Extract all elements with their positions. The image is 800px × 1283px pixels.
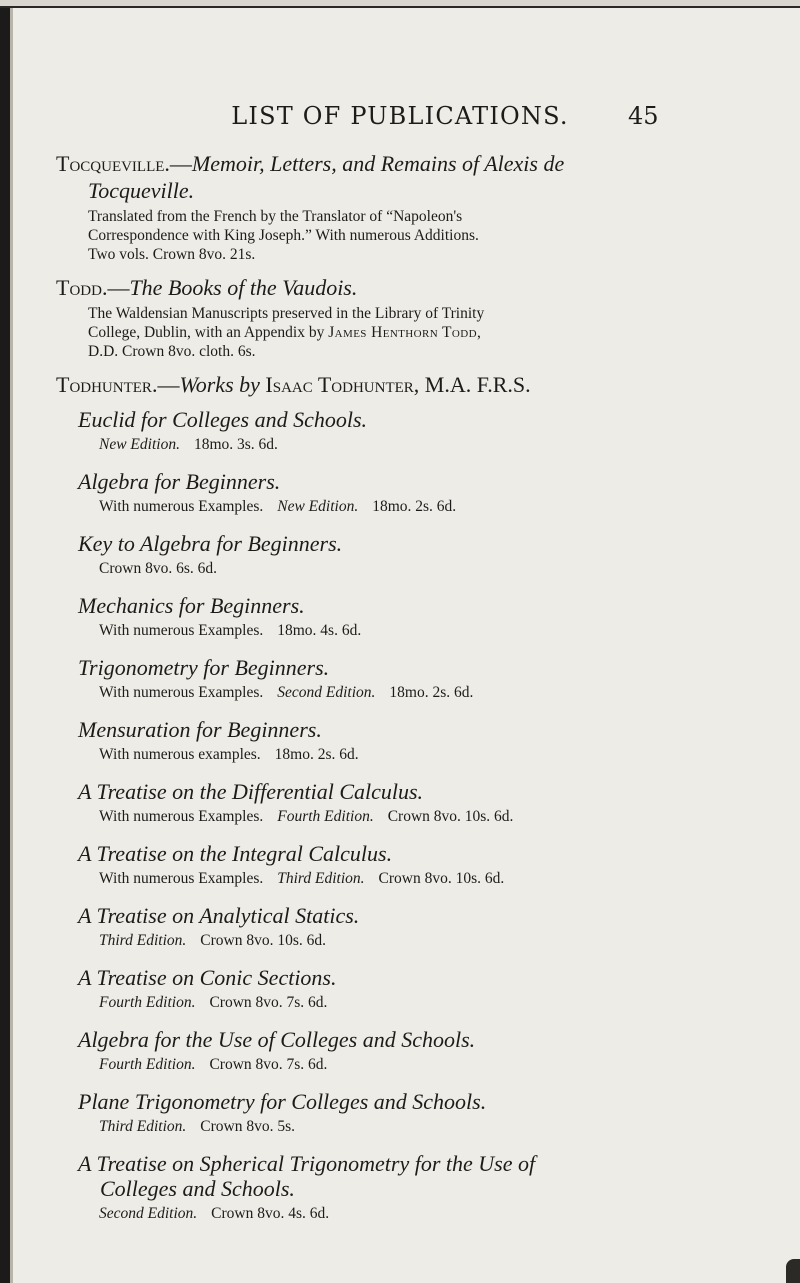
list-item	[78, 655, 770, 702]
entry-heading: Todhunter.—Works by Isaac Todhunter, M.A. F.R.S.	[56, 372, 531, 397]
price-details: Crown 8vo. 5s.	[200, 1118, 296, 1135]
list-item	[78, 779, 770, 826]
price-details: Crown 8vo. 10s. 6d.	[200, 932, 327, 949]
author-full-name: Isaac Todhunter, M.A. F.R.S.	[265, 372, 531, 397]
entry-todhunter	[56, 372, 770, 1223]
work-title: Mechanics for Beginners.	[78, 593, 305, 618]
edition: Fourth Edition.	[99, 994, 196, 1011]
note: With numerous Examples.	[99, 870, 264, 887]
edition: New Edition.	[277, 498, 359, 515]
edition: Third Edition.	[277, 870, 365, 887]
author-name: Todhunter	[56, 372, 152, 397]
works-list	[56, 407, 770, 1223]
edition: Third Edition.	[99, 1118, 187, 1135]
list-item	[78, 841, 770, 888]
edition: Fourth Edition.	[99, 1056, 196, 1073]
page-corner-shadow	[786, 1259, 800, 1283]
author-name: Todd	[56, 275, 102, 300]
price-details: 18mo. 2s. 6d.	[274, 746, 359, 763]
entry-title: The Books of the Vaudois.	[129, 275, 358, 300]
edition: Second Edition.	[99, 1205, 198, 1222]
work-title: A Treatise on Analytical Statics.	[78, 903, 360, 928]
price-details: 18mo. 2s. 6d.	[389, 684, 474, 701]
entry-todd	[56, 275, 770, 361]
running-title: LIST OF PUBLICATIONS.	[231, 102, 569, 130]
appendix-author: James Henthorn Todd,	[328, 324, 482, 341]
running-header	[0, 102, 800, 132]
list-item	[78, 903, 770, 950]
price-details: Crown 8vo. 10s. 6d.	[378, 870, 505, 887]
works-by-label: Works by	[179, 372, 260, 397]
work-title-line-2: Colleges and Schools.	[100, 1176, 295, 1201]
author-name: Tocqueville	[56, 151, 165, 176]
work-title: A Treatise on the Integral Calculus.	[78, 841, 393, 866]
note: With numerous Examples.	[99, 498, 264, 515]
price-details: 18mo. 3s. 6d.	[193, 436, 278, 453]
list-item	[78, 593, 770, 640]
title-line-2: Tocqueville.	[88, 178, 195, 203]
price-details: Crown 8vo. 6s. 6d.	[99, 560, 217, 577]
edition: Second Edition.	[277, 684, 376, 701]
description-line: D.D. Crown 8vo. cloth. 6s.	[88, 343, 256, 360]
edition: Fourth Edition.	[277, 808, 374, 825]
description-line: Translated from the French by the Translator of “Napoleon's	[88, 208, 463, 225]
publication-list	[56, 149, 770, 1238]
price-details: Crown 8vo. 7s. 6d.	[209, 994, 328, 1011]
note: With numerous Examples.	[99, 684, 264, 701]
work-title: Mensuration for Beginners.	[78, 717, 322, 742]
note: With numerous Examples.	[99, 808, 264, 825]
entry-tocqueville	[56, 151, 770, 264]
description-line: College, Dublin, with an Appendix by	[88, 324, 325, 341]
work-title: Algebra for Beginners.	[78, 469, 281, 494]
price-details: Crown 8vo. 7s. 6d.	[209, 1056, 328, 1073]
edition: Third Edition.	[99, 932, 187, 949]
binding-edge	[10, 8, 13, 1283]
list-item	[78, 1151, 770, 1223]
work-title: Trigonometry for Beginners.	[78, 655, 330, 680]
work-title: A Treatise on the Differential Calculus.	[78, 779, 424, 804]
description-line: The Waldensian Manuscripts preserved in the Library of Trinity	[88, 305, 485, 322]
entry-heading: Todd.—The Books of the Vaudois.	[56, 275, 358, 300]
list-item	[78, 407, 770, 454]
work-title: A Treatise on Conic Sections.	[78, 965, 337, 990]
work-title: Algebra for the Use of Colleges and Schools.	[78, 1027, 476, 1052]
entry-heading: Tocqueville.—Memoir, Letters, and Remains of Alexis de	[56, 151, 565, 176]
entry-description	[56, 207, 770, 264]
page-top-edge	[0, 0, 800, 8]
list-item	[78, 531, 770, 578]
work-title	[78, 1151, 770, 1201]
work-title: Euclid for Colleges and Schools.	[78, 407, 368, 432]
note: With numerous examples.	[99, 746, 261, 763]
work-title: Key to Algebra for Beginners.	[78, 531, 343, 556]
list-item	[78, 717, 770, 764]
binding-shadow	[0, 8, 10, 1283]
list-item	[78, 1089, 770, 1136]
title-line-1: Memoir, Letters, and Remains of Alexis de	[191, 151, 565, 176]
list-item	[78, 1027, 770, 1074]
entry-description	[56, 304, 770, 361]
description-line: Two vols. Crown 8vo. 21s.	[88, 246, 256, 263]
price-details: 18mo. 2s. 6d.	[372, 498, 457, 515]
note: With numerous Examples.	[99, 622, 264, 639]
price-details: Crown 8vo. 10s. 6d.	[387, 808, 514, 825]
price-details: 18mo. 4s. 6d.	[277, 622, 362, 639]
price-details: Crown 8vo. 4s. 6d.	[211, 1205, 330, 1222]
list-item	[78, 965, 770, 1012]
description-line: Correspondence with King Joseph.” With numerous Additions.	[88, 227, 479, 244]
list-item	[78, 469, 770, 516]
work-title-line-1: A Treatise on Spherical Trigonometry for the Use of	[78, 1151, 536, 1176]
work-title: Plane Trigonometry for Colleges and Schools.	[78, 1089, 487, 1114]
page-number: 45	[628, 102, 659, 130]
edition: New Edition.	[99, 436, 180, 453]
